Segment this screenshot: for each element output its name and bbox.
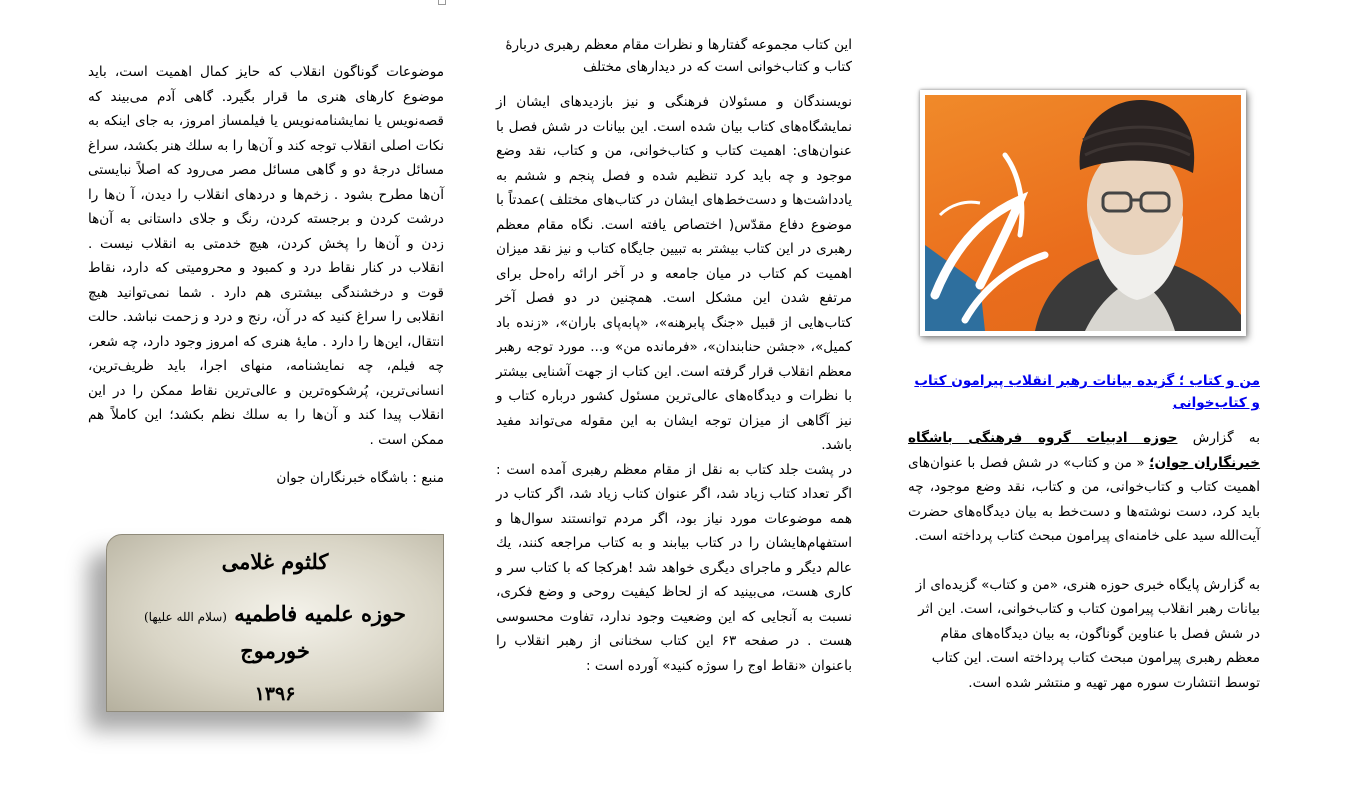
right-column xyxy=(908,370,1260,695)
report-1-prefix: به گزارش xyxy=(1192,430,1260,446)
source-line: منبع : باشگاه خبرنگاران جوان xyxy=(276,470,444,486)
middle-column xyxy=(496,34,852,678)
middle-paragraph-2: در پشت جلد کتاب به نقل از مقام معظم رهبری آمده است : اگر تعداد کتاب زیاد شد، اگر عنوان کتاب زیاد شد، اگر کتاب در همه موضوعات مورد نیاز بود، اگر مردم توانستند سوال‌ها و استفهام‌هایشان را در کتاب بیابند و به کتاب مراجعه کنند، يك عالم دیگر و ماجرای دیگری خواهد شد !هرکجا که با کتاب سر و کاری هست، می‌بینید که از لحاظ کیفیت روحی و وضع فکری، نسبت به آنجایی که این وضعیت وجود ندارد، تفاوت محسوسی هست . در صفحه ۶۳ این کتاب سخنانی از رهبر انقلاب را باعنوان «نقاط اوج را سوژه کنید» آورده است : xyxy=(496,461,852,674)
school-suffix: (سلام الله علیها) xyxy=(144,610,227,624)
author-school xyxy=(127,597,423,668)
school-name: حوزه علمیه فاطمیه xyxy=(234,601,406,626)
portrait-image xyxy=(920,90,1246,336)
author-card xyxy=(106,534,444,712)
middle-paragraph-1: نویسندگان و مسئولان فرهنگی و نیز بازدیدهای ایشان از نمایشگاه‌های کتاب بیان شده است. این بیانات در شش فصل با عنوان‌های: اهمیت کتاب و کتاب‌خوانی، من و کتاب، نقد وضع موجود و چه باید کرد تنظیم شده و فصل پنجم و ششم به یادداشت‌ها و دست‌خط‌های ایشان در کتاب‌های مختلف )عمدتاً با موضوع دفاع مقدّس( اختصاص یافته است. نگاه مقام معظم رهبری در این کتاب بیشتر به تبیین جایگاه کتاب و نیز نقد میزان اهمیت کم کتاب در میان جامعه و در آخر ارائه راه‌حل برای مرتفع شدن این مشکل است. همچنین در دو فصل آخر کتاب‌هایی از قبیل «جنگ پابرهنه»، «پابه‌پای باران»، «زنده باد کمیل»، «جشن حنابندان»، «فرمانده من» و... مورد توجه رهبر معظم انقلاب قرار گرفته است. این کتاب از جهت آشنایی بیشتر با نظرات و دیدگاه‌های عالی‌ترین مسئول کشور درباره کتاب و نیز آگاهی از میزان توجه ایشان به این مقوله می‌تواند مفید باشد. xyxy=(496,94,852,453)
middle-heading: این کتاب مجموعه گفتارها و نظرات مقام معظم رهبری دربارهٔ کتاب و کتاب‌خوانی است که در دیدارهای مختلف xyxy=(505,37,852,75)
left-column xyxy=(88,60,444,491)
portrait-illustration xyxy=(925,95,1241,331)
page-marker xyxy=(438,0,446,5)
author-year: ۱۳۹۶ xyxy=(254,683,296,705)
report-1-text: « من و کتاب» در شش فصل با عنوان‌های اهمیت کتاب و کتاب‌خوانی، من و کتاب، نقد وضع موجود، چه باید کرد، دست نوشته‌ها و دست‌خط به بیان دیدگاه‌های حضرت آیت‌الله سید علی خامنه‌ای پیرامون مبحث کتاب پرداخته است. xyxy=(908,454,1260,544)
report-2: به گزارش پایگاه خبری حوزه هنری، «من و کتاب» گزیده‌ای از بیانات رهبر انقلاب پیرامون کتاب و کتاب‌خوانی، است. این اثر در شش فصل با عناوین گوناگون، به بیان دیدگاه‌های مقام معظم رهبری پیرامون مبحث کتاب پرداخته است. این کتاب توسط انتشارت سوره مهر تهیه و منتشر شده است. xyxy=(915,576,1260,691)
article-title-link[interactable]: من و کتاب ؛ گزیده بیانات رهبر انقلاب پیرامون کتاب و کتاب‌خوانی xyxy=(914,373,1260,411)
report-1-org: حوزه ادبیات گروه فرهنگی باشگاه خبرنگاران جوان؛ xyxy=(908,430,1260,471)
author-name: کلثوم غلامی xyxy=(221,549,329,574)
school-city: خورموج xyxy=(240,638,310,663)
report-1 xyxy=(908,426,1260,549)
left-paragraph: موضوعات گوناگون انقلاب که حایز کمال اهمیت است، باید موضوع کارهای هنری ما قرار بگیرد. گاهی آدم می‌بیند که قصه‌نویس یا نمایشنامه‌نویس یا فیلمساز امروز، به جای اینکه به نکات اصلی انقلاب توجه کند و آن‌ها را به سلك هنر بكشد، سراغ مسائل درجهٔ دو و گاهی مسائل مصر می‌رود که اصلاً نبایستی آن‌ها مطرح بشود . زخم‌ها و دردهای انقلاب را دیدن، آ ن‌ها را درشت کردن و برجسته کردن، رنگ و جلای داستانی به آن‌ها زدن و آن‌ها را پخش کردن، هیچ خدمتی به انقلاب نیست . انقلاب در کنار نقاط درد و کمبود و محرومیتی که دارد، نقاط قوت و درخشندگی بیشتری هم دارد . شما نمی‌توانید هیچ انقلابی را سراغ کنید که در آن، رنج و درد و زحمت نباشد. حالت انتقال، این‌ها را دارد . مایهٔ هنری که امروز وجود دارد، چه شعر، چه فیلم، چه نمایشنامه، منهای اجرا، باید ظریف‌ترین، انسانی‌ترین، پُرشکوه‌ترین و عالی‌ترین نقاط ممکن را در این انقلاب پیدا کند و آن‌ها را به سلك نظم بكشد؛ این كاملاً هم ممکن است . xyxy=(88,64,444,448)
